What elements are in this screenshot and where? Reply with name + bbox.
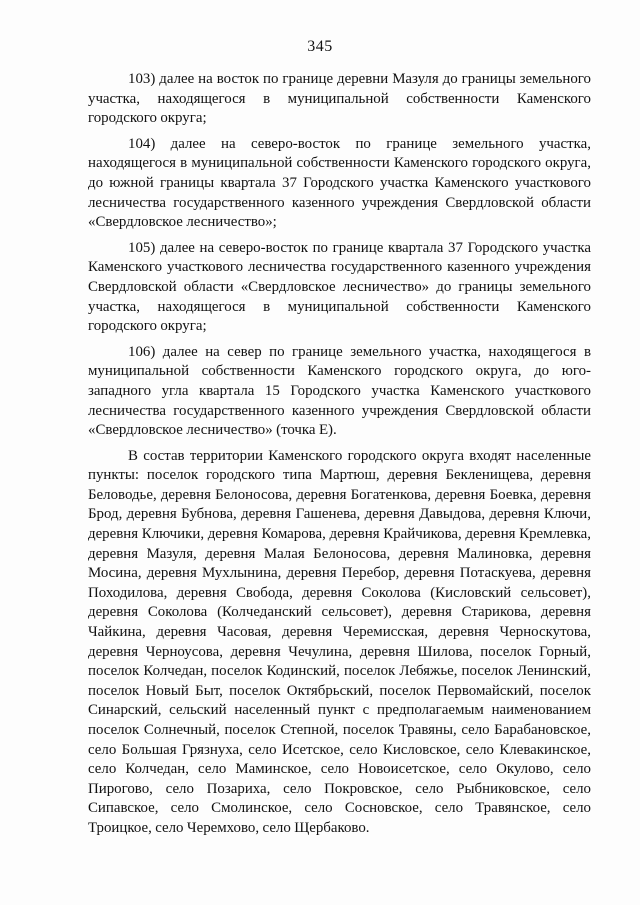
paragraph-106: 106) далее на север по границе земельного участка, находящегося в муниципальной собственности Каменского городского округа, до юго-западного угла квартала 15 Городского участка Каменского участкового лесничества государственного казенного учреждения Свердловской области «Свердловское лесничество» (точка Е). <box>88 343 591 439</box>
paragraph-settlements-list: В состав территории Каменского городского округа входят населенные пункты: поселок городского типа Мартюш, деревня Бекленищева, деревня Беловодье, деревня Белоносова, деревня Богатенкова, деревня Боевка, деревня Брод, деревня Бубнова, деревня Гашенева, деревня Давыдова, деревня Ключи, деревня Ключики, деревня Комарова, деревня Крайчикова, деревня Кремлевка, деревня Мазуля, деревня Малая Белоносова, деревня Малиновка, деревня Мосина, деревня Мухлынина, деревня Перебор, деревня Потаскуева, деревня Походилова, деревня Свобода, деревня Соколова (Кисловский сельсовет), деревня Соколова (Колчеданский сельсовет), деревня Старикова, деревня Чайкина, деревня Часовая, деревня Черемисская, деревня Черноскутова, деревня Черноусова, деревня Чечулина, деревня Шилова, поселок Горный, поселок Колчедан, поселок Кодинский, поселок Лебяжье, поселок Ленинский, поселок Новый Быт, поселок Октябрьский, поселок Первомайский, поселок Синарский, сельский населенный пункт с предполагаемым наименованием поселок Солнечный, поселок Степной, поселок Травяны, село Барабановское, село Большая Грязнуха, село Исетское, село Кисловское, село Клевакинское, село Колчедан, село Маминское, село Новоисетское, село Окулово, село Пирогово, село Позариха, село Покровское, село Рыбниковское, село Сипавское, село Смолинское, село Сосновское, село Травянское, село Троицкое, село Черемхово, село Щербаково. <box>88 447 591 836</box>
paragraph-105: 105) далее на северо-восток по границе квартала 37 Городского участка Каменского участкового лесничества государственного казенного учреждения Свердловской области «Свердловское лесничество» до границы земельного участка, находящегося в муниципальной собственности Каменского городского округа; <box>88 239 591 335</box>
paragraph-103: 103) далее на восток по границе деревни Мазуля до границы земельного участка, находящегося в муниципальной собственности Каменского городского округа; <box>88 71 591 127</box>
paragraph-104: 104) далее на северо-восток по границе земельного участка, находящегося в муниципальной собственности Каменского городского округа, до южной границы квартала 37 Городского участка Каменского участкового лесничества государственного казенного учреждения Свердловской области «Свердловское лесничество»; <box>88 135 591 231</box>
page-number: 345 <box>307 38 333 55</box>
document-body <box>88 70 591 839</box>
